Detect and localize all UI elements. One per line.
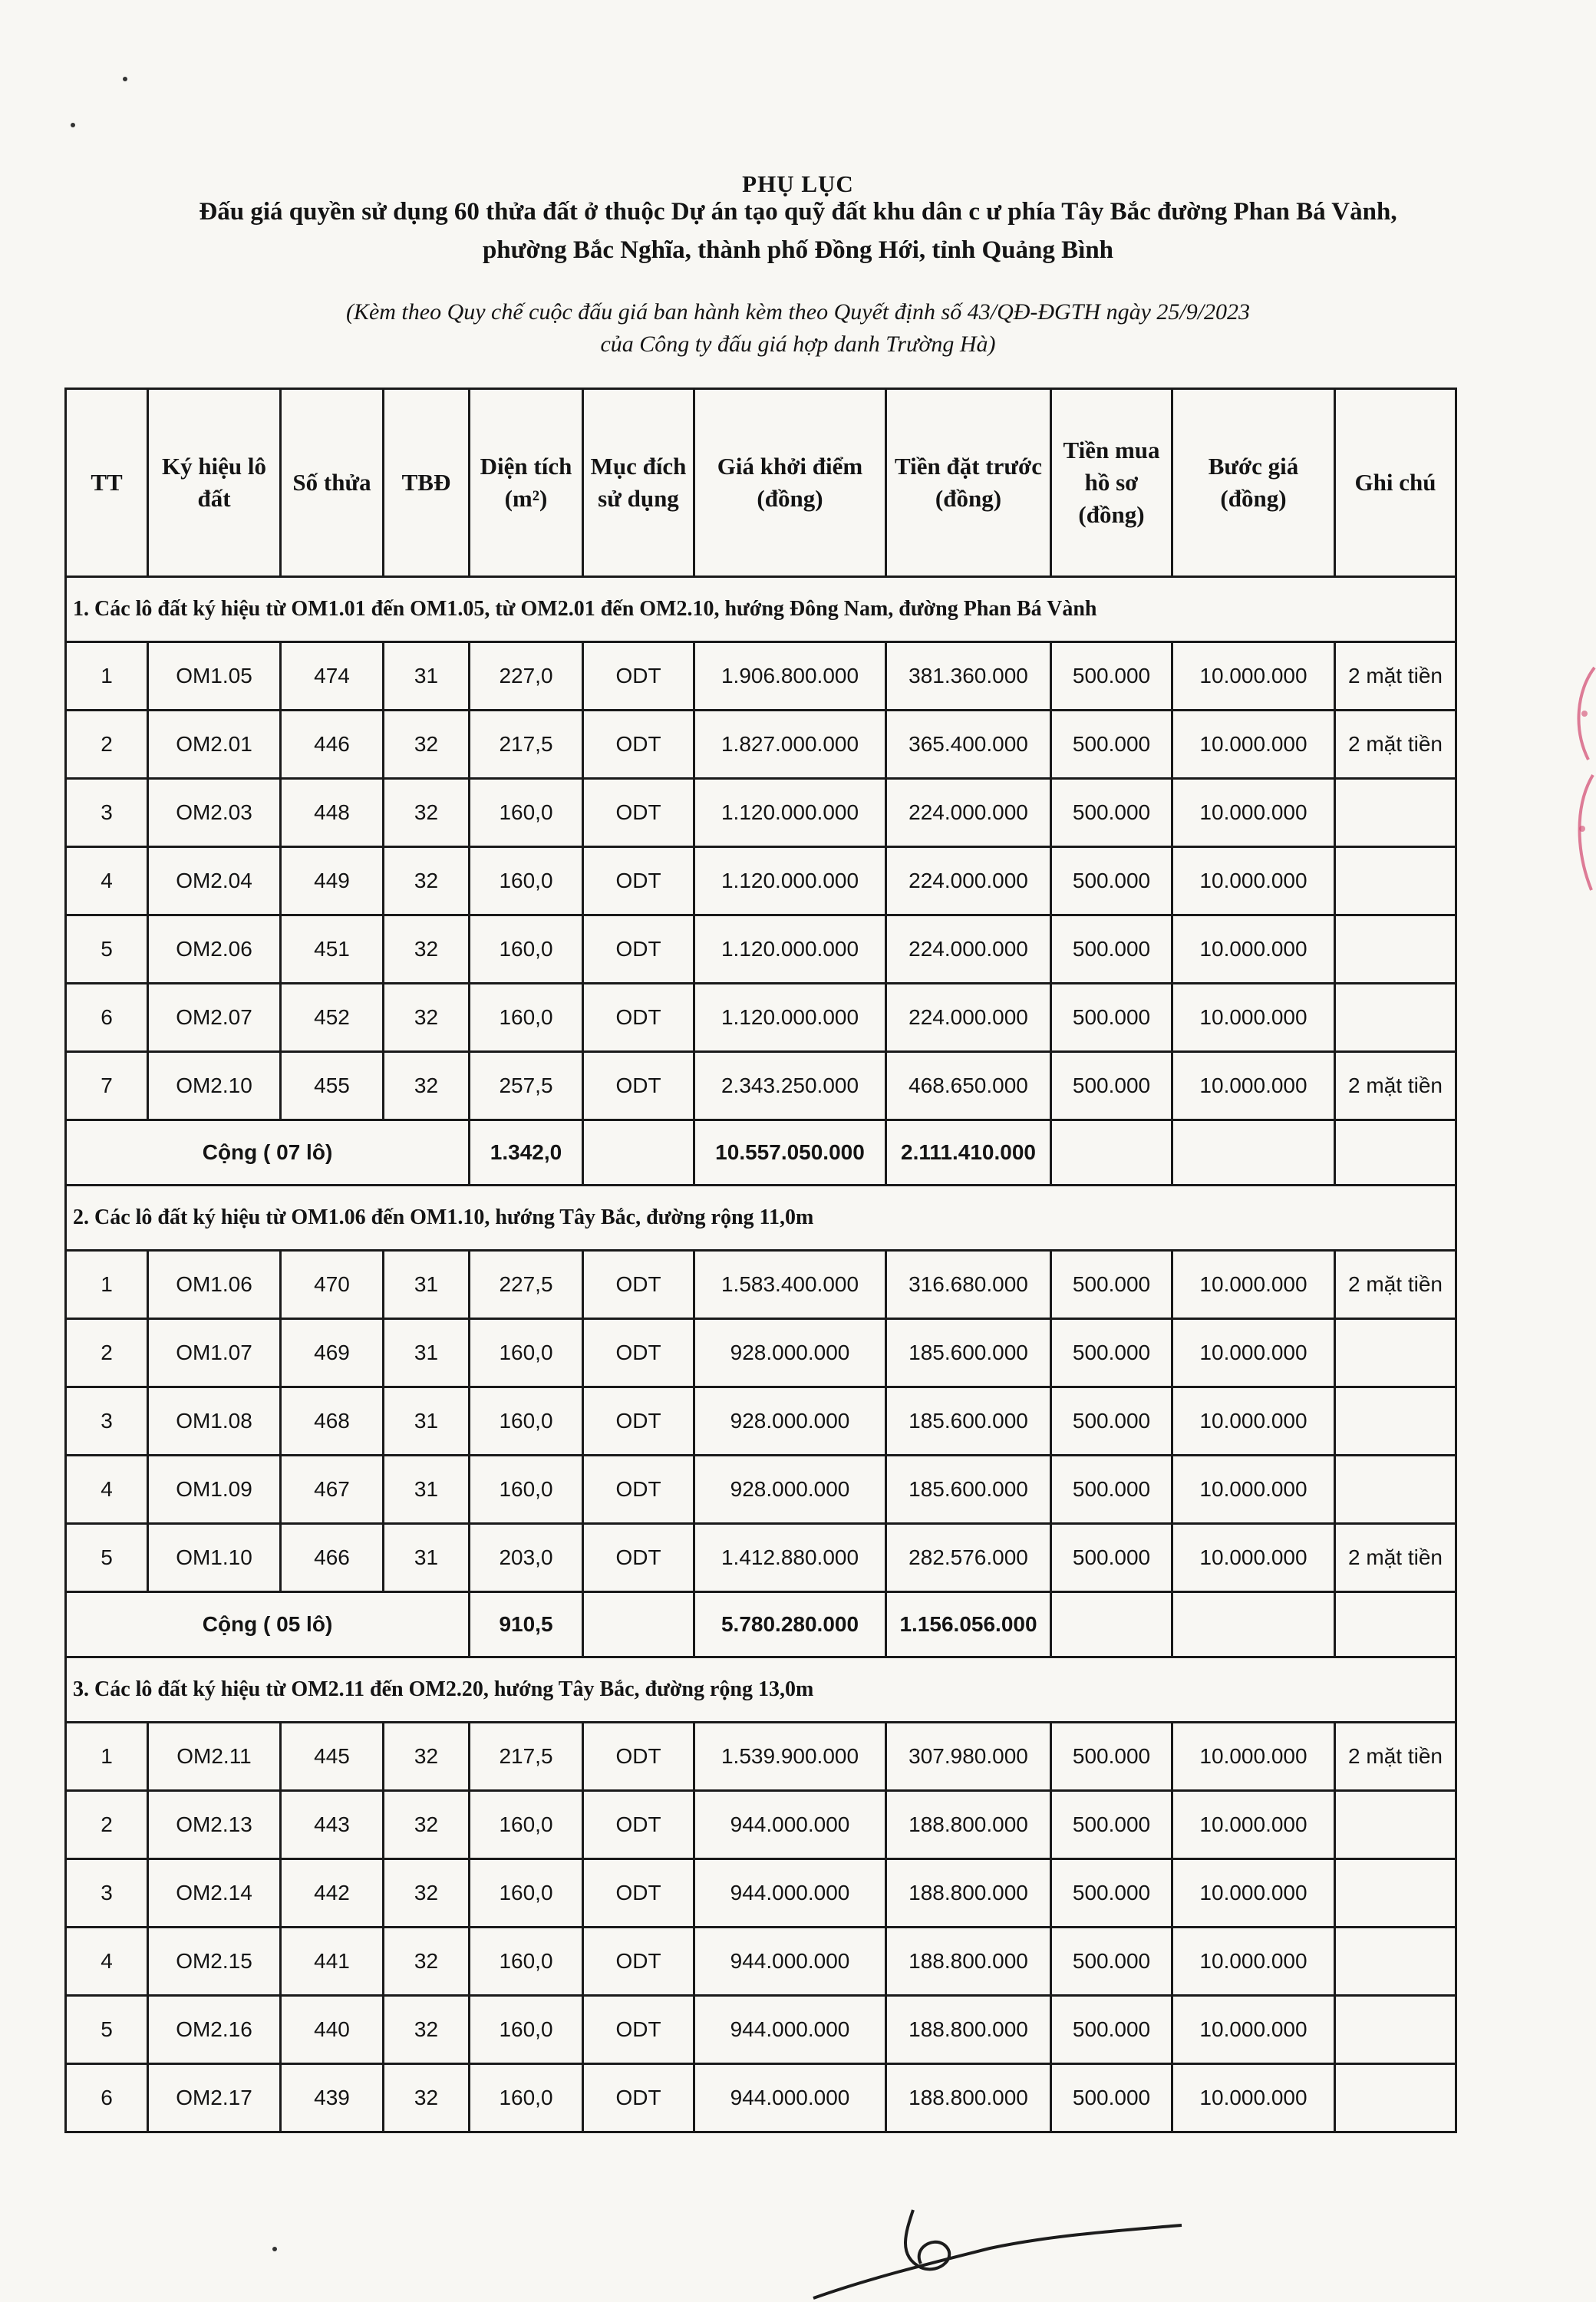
- cell-lot-symbol: OM2.04: [148, 847, 281, 915]
- cell-price-step: 10.000.000: [1172, 1859, 1335, 1928]
- cell-area: 160,0: [470, 1791, 583, 1859]
- document-heading-line-1: Đấu giá quyền sử dụng 60 thửa đất ở thuộc Dự án tạo quỹ đất khu dân c ư phía Tây Bắc đường Phan Bá Vành,: [199, 198, 1397, 226]
- cell-tt: 4: [66, 847, 148, 915]
- table-row: [66, 1524, 1456, 1592]
- cell-tt: 4: [66, 1456, 148, 1524]
- cell-dossier-fee: 500.000: [1051, 1387, 1172, 1456]
- cell-area: 160,0: [470, 1387, 583, 1456]
- cell-area: 160,0: [470, 1859, 583, 1928]
- cell-start-price: 944.000.000: [694, 1791, 886, 1859]
- cell-note: 2 mặt tiền: [1335, 711, 1456, 779]
- subtotal-start-price: 5.780.280.000: [694, 1592, 886, 1657]
- cell-price-step: 10.000.000: [1172, 1524, 1335, 1592]
- cell-note: [1335, 1996, 1456, 2064]
- subtotal-row: [66, 1120, 1456, 1186]
- col-header-purpose: Mục đích sử dụng: [583, 389, 694, 577]
- cell-tt: 7: [66, 1052, 148, 1120]
- cell-purpose: ODT: [583, 1723, 694, 1791]
- cell-price-step: 10.000.000: [1172, 779, 1335, 847]
- cell-dossier-fee: 500.000: [1051, 847, 1172, 915]
- cell-map-no: 32: [384, 711, 470, 779]
- cell-note: [1335, 847, 1456, 915]
- land-lot-table: [64, 388, 1457, 2133]
- cell-start-price: 1.120.000.000: [694, 984, 886, 1052]
- cell-deposit: 188.800.000: [886, 1859, 1051, 1928]
- cell-price-step: 10.000.000: [1172, 642, 1335, 711]
- cell-start-price: 1.827.000.000: [694, 711, 886, 779]
- cell-price-step: 10.000.000: [1172, 1052, 1335, 1120]
- cell-price-step: 10.000.000: [1172, 1996, 1335, 2064]
- scan-speck: [71, 123, 75, 127]
- cell-purpose: ODT: [583, 1859, 694, 1928]
- cell-area: 160,0: [470, 847, 583, 915]
- cell-start-price: 944.000.000: [694, 2064, 886, 2132]
- subtotal-deposit: 2.111.410.000: [886, 1120, 1051, 1186]
- cell-parcel-no: 466: [281, 1524, 384, 1592]
- cell-map-no: 31: [384, 642, 470, 711]
- table-row: [66, 1052, 1456, 1120]
- cell-parcel-no: 470: [281, 1251, 384, 1319]
- col-header-note: Ghi chú: [1335, 389, 1456, 577]
- cell-tt: 4: [66, 1928, 148, 1996]
- cell-price-step: 10.000.000: [1172, 984, 1335, 1052]
- cell-tt: 3: [66, 1859, 148, 1928]
- section-header-row: [66, 577, 1456, 642]
- cell-lot-symbol: OM2.17: [148, 2064, 281, 2132]
- cell-lot-symbol: OM1.06: [148, 1251, 281, 1319]
- subtotal-label: Cộng ( 05 lô): [66, 1592, 470, 1657]
- cell-note: [1335, 1387, 1456, 1456]
- cell-parcel-no: 468: [281, 1387, 384, 1456]
- cell-tt: 5: [66, 915, 148, 984]
- col-header-map-no: TBĐ: [384, 389, 470, 577]
- cell-tt: 2: [66, 711, 148, 779]
- cell-parcel-no: 443: [281, 1791, 384, 1859]
- cell-deposit: 365.400.000: [886, 711, 1051, 779]
- col-header-price-step: Bước giá (đồng): [1172, 389, 1335, 577]
- cell-dossier-fee: 500.000: [1051, 1251, 1172, 1319]
- cell-lot-symbol: OM2.06: [148, 915, 281, 984]
- table-row: [66, 642, 1456, 711]
- cell-start-price: 1.120.000.000: [694, 847, 886, 915]
- cell-map-no: 32: [384, 1859, 470, 1928]
- cell-start-price: 1.539.900.000: [694, 1723, 886, 1791]
- cell-deposit: 224.000.000: [886, 779, 1051, 847]
- cell-purpose: ODT: [583, 984, 694, 1052]
- decision-reference-line-1: (Kèm theo Quy chế cuộc đấu giá ban hành kèm theo Quyết định số 43/QĐ-ĐGTH ngày 25/9/2023: [345, 299, 1251, 325]
- cell-tt: 3: [66, 1387, 148, 1456]
- col-header-deposit: Tiền đặt trước (đồng): [886, 389, 1051, 577]
- cell-start-price: 944.000.000: [694, 1859, 886, 1928]
- cell-dossier-fee: 500.000: [1051, 1791, 1172, 1859]
- cell-note: [1335, 1456, 1456, 1524]
- cell-note: 2 mặt tiền: [1335, 1723, 1456, 1791]
- cell-purpose: ODT: [583, 847, 694, 915]
- cell-map-no: 32: [384, 779, 470, 847]
- table-row: [66, 1791, 1456, 1859]
- cell-parcel-no: 452: [281, 984, 384, 1052]
- cell-price-step: 10.000.000: [1172, 1456, 1335, 1524]
- subtotal-empty-cell: [1335, 1120, 1456, 1186]
- cell-parcel-no: 440: [281, 1996, 384, 2064]
- cell-lot-symbol: OM2.10: [148, 1052, 281, 1120]
- col-header-tt: TT: [66, 389, 148, 577]
- cell-note: [1335, 779, 1456, 847]
- cell-start-price: 1.412.880.000: [694, 1524, 886, 1592]
- subtotal-row: [66, 1592, 1456, 1657]
- subtotal-empty-cell: [1172, 1592, 1335, 1657]
- section-header-row: [66, 1186, 1456, 1251]
- cell-price-step: 10.000.000: [1172, 915, 1335, 984]
- cell-area: 203,0: [470, 1524, 583, 1592]
- appendix-title: PHỤ LỤC: [742, 170, 854, 197]
- cell-deposit: 188.800.000: [886, 2064, 1051, 2132]
- cell-area: 160,0: [470, 779, 583, 847]
- cell-area: 217,5: [470, 1723, 583, 1791]
- table-row: [66, 2064, 1456, 2132]
- cell-parcel-no: 451: [281, 915, 384, 984]
- cell-tt: 2: [66, 1791, 148, 1859]
- subtotal-empty-cell: [1335, 1592, 1456, 1657]
- cell-purpose: ODT: [583, 915, 694, 984]
- cell-map-no: 32: [384, 1928, 470, 1996]
- subtotal-start-price: 10.557.050.000: [694, 1120, 886, 1186]
- cell-start-price: 1.120.000.000: [694, 915, 886, 984]
- table-row: [66, 1996, 1456, 2064]
- cell-note: [1335, 1319, 1456, 1387]
- cell-deposit: 224.000.000: [886, 915, 1051, 984]
- cell-map-no: 32: [384, 1791, 470, 1859]
- cell-note: [1335, 1859, 1456, 1928]
- cell-tt: 5: [66, 1996, 148, 2064]
- cell-purpose: ODT: [583, 2064, 694, 2132]
- cell-lot-symbol: OM2.07: [148, 984, 281, 1052]
- section-title: 1. Các lô đất ký hiệu từ OM1.01 đến OM1.05, từ OM2.01 đến OM2.10, hướng Đông Nam, đường Phan Bá Vành: [66, 577, 1456, 642]
- cell-purpose: ODT: [583, 1319, 694, 1387]
- table-row: [66, 1859, 1456, 1928]
- cell-parcel-no: 446: [281, 711, 384, 779]
- cell-lot-symbol: OM1.05: [148, 642, 281, 711]
- cell-area: 160,0: [470, 1996, 583, 2064]
- cell-lot-symbol: OM1.07: [148, 1319, 281, 1387]
- cell-deposit: 307.980.000: [886, 1723, 1051, 1791]
- cell-price-step: 10.000.000: [1172, 1319, 1335, 1387]
- cell-purpose: ODT: [583, 779, 694, 847]
- cell-note: [1335, 1791, 1456, 1859]
- cell-note: [1335, 915, 1456, 984]
- cell-purpose: ODT: [583, 711, 694, 779]
- cell-area: 160,0: [470, 1456, 583, 1524]
- cell-start-price: 928.000.000: [694, 1456, 886, 1524]
- cell-start-price: 1.120.000.000: [694, 779, 886, 847]
- cell-parcel-no: 455: [281, 1052, 384, 1120]
- cell-tt: 1: [66, 1723, 148, 1791]
- cell-start-price: 928.000.000: [694, 1319, 886, 1387]
- cell-area: 217,5: [470, 711, 583, 779]
- cell-parcel-no: 469: [281, 1319, 384, 1387]
- cell-dossier-fee: 500.000: [1051, 1859, 1172, 1928]
- cell-purpose: ODT: [583, 1791, 694, 1859]
- cell-map-no: 31: [384, 1524, 470, 1592]
- cell-purpose: ODT: [583, 1524, 694, 1592]
- cell-map-no: 32: [384, 1723, 470, 1791]
- cell-parcel-no: 467: [281, 1456, 384, 1524]
- cell-deposit: 185.600.000: [886, 1319, 1051, 1387]
- cell-lot-symbol: OM2.01: [148, 711, 281, 779]
- cell-purpose: ODT: [583, 1928, 694, 1996]
- cell-lot-symbol: OM2.11: [148, 1723, 281, 1791]
- cell-price-step: 10.000.000: [1172, 1387, 1335, 1456]
- col-header-parcel-no: Số thửa: [281, 389, 384, 577]
- subtotal-empty-cell: [583, 1120, 694, 1186]
- cell-start-price: 1.583.400.000: [694, 1251, 886, 1319]
- scan-speck: [123, 77, 127, 81]
- cell-lot-symbol: OM1.08: [148, 1387, 281, 1456]
- cell-note: 2 mặt tiền: [1335, 642, 1456, 711]
- cell-purpose: ODT: [583, 1387, 694, 1456]
- decision-reference-line-2: của Công ty đấu giá hợp danh Trường Hà): [600, 331, 996, 357]
- table-row: [66, 711, 1456, 779]
- cell-area: 160,0: [470, 2064, 583, 2132]
- cell-lot-symbol: OM2.14: [148, 1859, 281, 1928]
- col-header-area: Diện tích (m²): [470, 389, 583, 577]
- section-title: 3. Các lô đất ký hiệu từ OM2.11 đến OM2.20, hướng Tây Bắc, đường rộng 13,0m: [66, 1657, 1456, 1723]
- red-stamp-edge: [1565, 660, 1596, 905]
- cell-dossier-fee: 500.000: [1051, 2064, 1172, 2132]
- subtotal-empty-cell: [1172, 1120, 1335, 1186]
- cell-dossier-fee: 500.000: [1051, 984, 1172, 1052]
- cell-deposit: 188.800.000: [886, 1928, 1051, 1996]
- scan-speck: [272, 2247, 277, 2251]
- cell-map-no: 32: [384, 2064, 470, 2132]
- col-header-lot-symbol: Ký hiệu lô đất: [148, 389, 281, 577]
- cell-tt: 5: [66, 1524, 148, 1592]
- cell-dossier-fee: 500.000: [1051, 779, 1172, 847]
- cell-area: 160,0: [470, 915, 583, 984]
- cell-parcel-no: 441: [281, 1928, 384, 1996]
- cell-purpose: ODT: [583, 1456, 694, 1524]
- handwritten-signature: [798, 2202, 1197, 2302]
- cell-dossier-fee: 500.000: [1051, 1524, 1172, 1592]
- subtotal-area: 910,5: [470, 1592, 583, 1657]
- cell-dossier-fee: 500.000: [1051, 1996, 1172, 2064]
- cell-deposit: 381.360.000: [886, 642, 1051, 711]
- cell-dossier-fee: 500.000: [1051, 1928, 1172, 1996]
- cell-start-price: 944.000.000: [694, 1996, 886, 2064]
- cell-tt: 3: [66, 779, 148, 847]
- cell-start-price: 944.000.000: [694, 1928, 886, 1996]
- table-row: [66, 847, 1456, 915]
- cell-map-no: 31: [384, 1319, 470, 1387]
- cell-dossier-fee: 500.000: [1051, 1319, 1172, 1387]
- cell-note: 2 mặt tiền: [1335, 1251, 1456, 1319]
- cell-note: 2 mặt tiền: [1335, 1052, 1456, 1120]
- cell-start-price: 2.343.250.000: [694, 1052, 886, 1120]
- cell-deposit: 316.680.000: [886, 1251, 1051, 1319]
- table-row: [66, 984, 1456, 1052]
- cell-deposit: 224.000.000: [886, 847, 1051, 915]
- cell-area: 227,0: [470, 642, 583, 711]
- cell-note: [1335, 1928, 1456, 1996]
- table-body: [66, 577, 1456, 2132]
- cell-deposit: 224.000.000: [886, 984, 1051, 1052]
- table-row: [66, 1387, 1456, 1456]
- table-row: [66, 1723, 1456, 1791]
- cell-deposit: 282.576.000: [886, 1524, 1051, 1592]
- cell-dossier-fee: 500.000: [1051, 711, 1172, 779]
- cell-parcel-no: 439: [281, 2064, 384, 2132]
- section-title: 2. Các lô đất ký hiệu từ OM1.06 đến OM1.10, hướng Tây Bắc, đường rộng 11,0m: [66, 1186, 1456, 1251]
- subtotal-empty-cell: [583, 1592, 694, 1657]
- cell-map-no: 32: [384, 1052, 470, 1120]
- table-row: [66, 779, 1456, 847]
- cell-deposit: 188.800.000: [886, 1791, 1051, 1859]
- cell-area: 257,5: [470, 1052, 583, 1120]
- cell-map-no: 31: [384, 1456, 470, 1524]
- cell-area: 227,5: [470, 1251, 583, 1319]
- cell-deposit: 468.650.000: [886, 1052, 1051, 1120]
- cell-dossier-fee: 500.000: [1051, 915, 1172, 984]
- cell-purpose: ODT: [583, 1251, 694, 1319]
- cell-dossier-fee: 500.000: [1051, 642, 1172, 711]
- cell-price-step: 10.000.000: [1172, 2064, 1335, 2132]
- cell-map-no: 32: [384, 847, 470, 915]
- cell-parcel-no: 474: [281, 642, 384, 711]
- table-row: [66, 1928, 1456, 1996]
- cell-map-no: 31: [384, 1387, 470, 1456]
- cell-note: 2 mặt tiền: [1335, 1524, 1456, 1592]
- cell-parcel-no: 448: [281, 779, 384, 847]
- cell-map-no: 32: [384, 1996, 470, 2064]
- cell-note: [1335, 984, 1456, 1052]
- section-header-row: [66, 1657, 1456, 1723]
- cell-tt: 1: [66, 642, 148, 711]
- cell-note: [1335, 2064, 1456, 2132]
- cell-deposit: 185.600.000: [886, 1387, 1051, 1456]
- cell-tt: 2: [66, 1319, 148, 1387]
- cell-deposit: 185.600.000: [886, 1456, 1051, 1524]
- table-row: [66, 915, 1456, 984]
- cell-price-step: 10.000.000: [1172, 847, 1335, 915]
- cell-area: 160,0: [470, 1319, 583, 1387]
- cell-price-step: 10.000.000: [1172, 711, 1335, 779]
- cell-lot-symbol: OM1.10: [148, 1524, 281, 1592]
- subtotal-empty-cell: [1051, 1120, 1172, 1186]
- cell-price-step: 10.000.000: [1172, 1928, 1335, 1996]
- cell-lot-symbol: OM2.03: [148, 779, 281, 847]
- cell-deposit: 188.800.000: [886, 1996, 1051, 2064]
- cell-map-no: 31: [384, 1251, 470, 1319]
- cell-parcel-no: 449: [281, 847, 384, 915]
- subtotal-empty-cell: [1051, 1592, 1172, 1657]
- cell-lot-symbol: OM2.15: [148, 1928, 281, 1996]
- cell-area: 160,0: [470, 984, 583, 1052]
- table-header-row: [66, 389, 1456, 577]
- cell-dossier-fee: 500.000: [1051, 1456, 1172, 1524]
- cell-start-price: 1.906.800.000: [694, 642, 886, 711]
- cell-lot-symbol: OM2.13: [148, 1791, 281, 1859]
- cell-purpose: ODT: [583, 1996, 694, 2064]
- cell-price-step: 10.000.000: [1172, 1791, 1335, 1859]
- table-row: [66, 1456, 1456, 1524]
- cell-parcel-no: 445: [281, 1723, 384, 1791]
- cell-purpose: ODT: [583, 642, 694, 711]
- subtotal-label: Cộng ( 07 lô): [66, 1120, 470, 1186]
- cell-map-no: 32: [384, 984, 470, 1052]
- cell-dossier-fee: 500.000: [1051, 1723, 1172, 1791]
- cell-price-step: 10.000.000: [1172, 1251, 1335, 1319]
- table-row: [66, 1251, 1456, 1319]
- cell-parcel-no: 442: [281, 1859, 384, 1928]
- cell-start-price: 928.000.000: [694, 1387, 886, 1456]
- cell-area: 160,0: [470, 1928, 583, 1996]
- cell-price-step: 10.000.000: [1172, 1723, 1335, 1791]
- subtotal-area: 1.342,0: [470, 1120, 583, 1186]
- cell-dossier-fee: 500.000: [1051, 1052, 1172, 1120]
- cell-lot-symbol: OM1.09: [148, 1456, 281, 1524]
- document-heading-line-2: phường Bắc Nghĩa, thành phố Đồng Hới, tỉnh Quảng Bình: [482, 236, 1114, 264]
- cell-lot-symbol: OM2.16: [148, 1996, 281, 2064]
- cell-map-no: 32: [384, 915, 470, 984]
- cell-tt: 1: [66, 1251, 148, 1319]
- table-row: [66, 1319, 1456, 1387]
- cell-tt: 6: [66, 2064, 148, 2132]
- col-header-dossier-fee: Tiền mua hồ sơ (đồng): [1051, 389, 1172, 577]
- cell-purpose: ODT: [583, 1052, 694, 1120]
- col-header-start-price: Giá khởi điểm (đồng): [694, 389, 886, 577]
- cell-tt: 6: [66, 984, 148, 1052]
- subtotal-deposit: 1.156.056.000: [886, 1592, 1051, 1657]
